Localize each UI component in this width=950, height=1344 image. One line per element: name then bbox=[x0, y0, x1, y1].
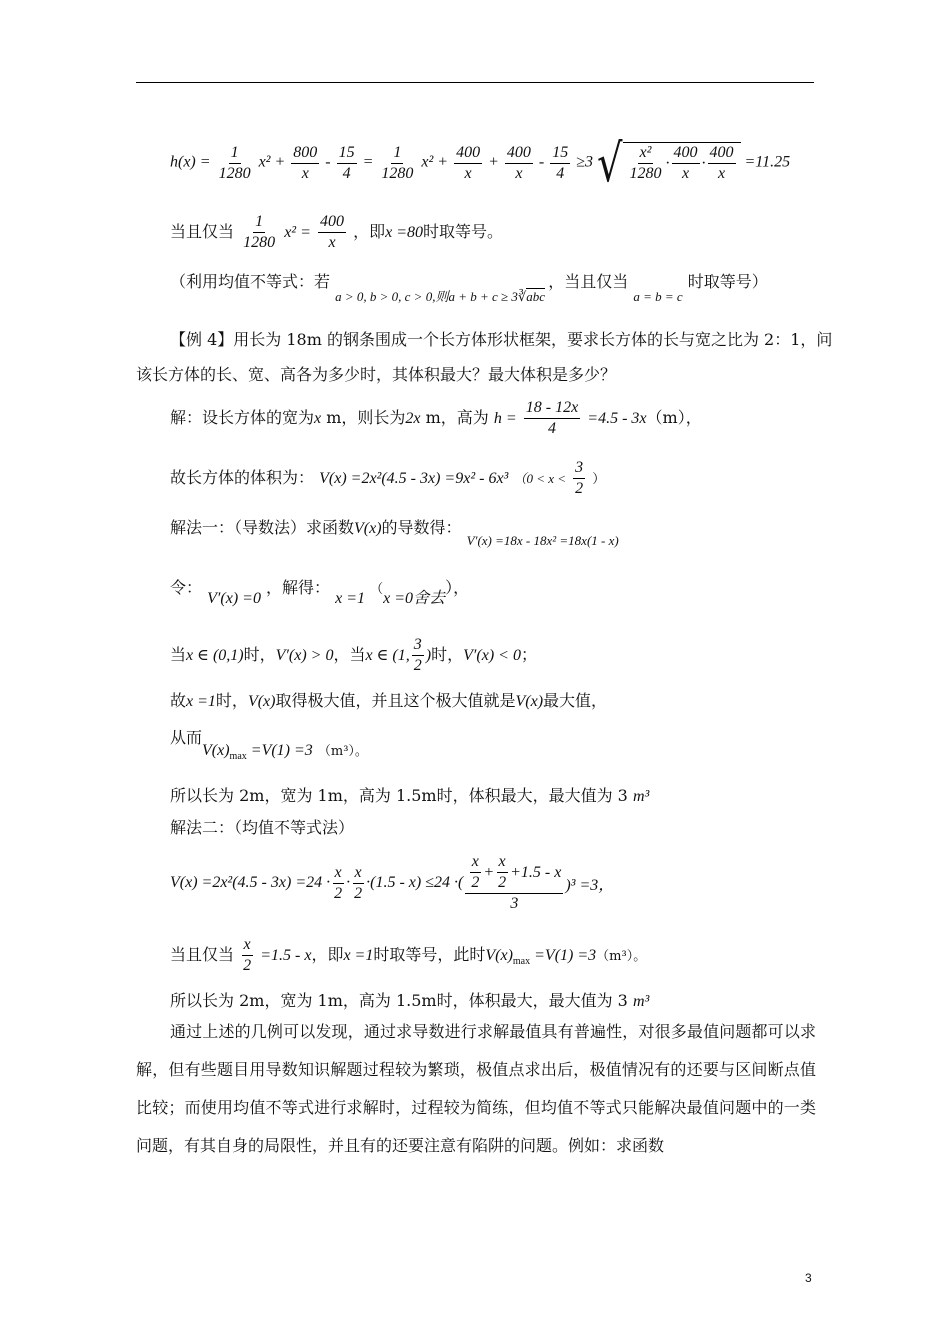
amgm-note: （利用均值不等式：若 $_{a > 0, b > 0, c > 0,则a + b + c \ge 3∛abc}$ ，当且仅当 $_{a = b = c}$ 时取等号） bbox=[170, 272, 768, 304]
extreme-value: 故x =1时，V(x)取得极大值，并且这个极大值就是V(x)最大值， bbox=[170, 691, 608, 710]
equation-h: h(x) = $\frac{1}{1280}$ x² + $\frac{800}{x}$ - $\frac{15}{4}$ = $\frac{1}{1280}$ x² + $\frac{400}{x}$ + $\frac{400}{x}$ - $\frac{15}{4}$ ≥3 √ $\frac{\text{x²}}{1280}$ · $\frac{400}{x}$ · $\frac{400}{x}$ =11.25 bbox=[170, 134, 791, 194]
summary-paragraph: 通过上述的几例可以发现，通过求导数进行求解最值具有普遍性，对很多最值问题都可以求解，但有些题目用导数知识解题过程较为繁琐，极值点求出后，极值情况有的还要与区间断点值比较；而使用均值不等式进行求解时，过程较为简练，但均值不等式只能解决最值问题中的一类问题，有其自身的局限性，并且有的还要注意有陷阱的问题。例如：求函数 bbox=[136, 1022, 816, 1155]
header-rule bbox=[136, 82, 814, 83]
answer-2: 所以长为 2m，宽为 1m，高为 1.5m时，体积最大，最大值为 3 m³ bbox=[170, 991, 650, 1010]
cube-root: √ $\frac{\text{x²}}{1280}$ · $\frac{400}{x}$ · $\frac{400}{x}$ bbox=[597, 142, 741, 184]
equality-condition-1: 当且仅当 $\frac{1}{1280}$ x² = $\frac{400}{x}$ ，即x =80时取等号。 bbox=[170, 213, 504, 251]
volume-expression: 故长方体的体积为： V(x) =2x²(4.5 - 3x) =9x² - 6x³ （0 < x < $\frac{3}{2}$ ） bbox=[170, 459, 606, 497]
method-1: 解法一：（导数法）求函数V(x)的导数得： $_{V'(x) =18x - 18x^2 =18x(1 - x)}$ bbox=[170, 518, 619, 548]
page-number: 3 bbox=[805, 1271, 812, 1285]
equality-condition-2: 当且仅当 $\frac{x}{2}$ =1.5 - x，即x =1时取等号，此时$V(x)_{max} =V(1) =3(m^3)$。 bbox=[170, 936, 647, 974]
solution-setup: 解：设长方体的宽为x m，则长为2x m，高为 h = $\frac{18 - 12x}{4}$ =4.5 - 3x（m）， bbox=[170, 399, 702, 437]
solve-derivative: 令： V′(x) =0 ，解得： x =1 （x =0舍去）， bbox=[170, 578, 470, 607]
example-4-line1: 【例 4】用长为 18m 的钢条围成一个长方体形状框架，要求长方体的长与宽之比为 2：1，问 bbox=[170, 330, 833, 349]
max-value: 从而$V(x)_{max} =V(1) =3$ $_{(m^3)。}$ bbox=[170, 728, 368, 763]
monotonicity: 当x ∈ (0,1)时，V′(x) > 0，当x ∈ (1, $\frac{3}{2}$ )时，V′(x) < 0； bbox=[170, 636, 537, 674]
answer-1: 所以长为 2m，宽为 1m，高为 1.5m时，体积最大，最大值为 3 m³ bbox=[170, 786, 650, 805]
method-2: 解法二：（均值不等式法） bbox=[170, 818, 355, 837]
example-4-line2: 该长方体的长、宽、高各为多少时，其体积最大？最大体积是多少？ bbox=[136, 365, 617, 384]
amgm-inequality: V(x) =2x²(4.5 - 3x) =24 · $\frac{x}{2}$ · $\frac{x}{2}$ ·(1.5 - x) ≤24 ·( $\frac{x}{2}$ + $\frac{x}{2}$ +1.5 - x 3 )³ =3， bbox=[170, 853, 615, 912]
